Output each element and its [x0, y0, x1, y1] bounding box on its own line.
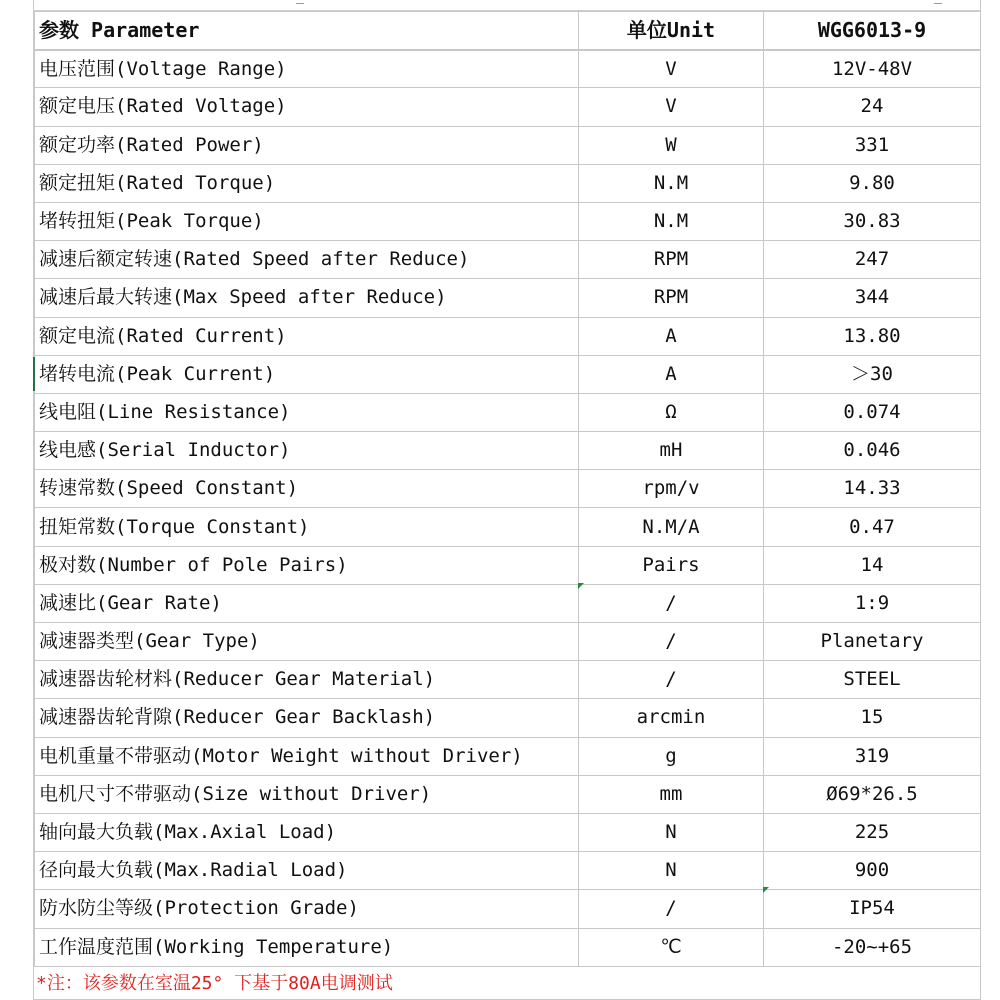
param-cell[interactable]: 线电阻(Line Resistance): [35, 393, 579, 431]
unit-cell[interactable]: A: [579, 317, 764, 355]
unit-cell[interactable]: mH: [579, 432, 764, 470]
value-cell[interactable]: 319: [764, 737, 981, 775]
unit-cell[interactable]: V: [579, 88, 764, 126]
previous-row-edge: [34, 0, 980, 11]
active-cell-indicator: [33, 357, 35, 391]
table-row: [35, 737, 981, 775]
param-cell[interactable]: 额定电流(Rated Current): [35, 317, 579, 355]
unit-cell[interactable]: ℃: [579, 928, 764, 966]
unit-cell[interactable]: N: [579, 852, 764, 890]
table-row: [35, 432, 981, 470]
header-model-cell[interactable]: WGG6013-9: [764, 12, 981, 50]
value-cell[interactable]: 9.80: [764, 164, 981, 202]
table-row: [35, 126, 981, 164]
comment-marker-icon: [763, 887, 769, 893]
spec-table: [34, 11, 981, 967]
table-row: [35, 584, 981, 622]
unit-cell[interactable]: RPM: [579, 241, 764, 279]
value-cell[interactable]: ＞30: [764, 355, 981, 393]
header-param-cell[interactable]: 参数 Parameter: [35, 12, 579, 50]
table-row: [35, 202, 981, 240]
table-row: [35, 317, 981, 355]
spec-table-body: [35, 12, 981, 967]
unit-cell[interactable]: N.M: [579, 164, 764, 202]
table-row: [35, 623, 981, 661]
param-cell[interactable]: 极对数(Number of Pole Pairs): [35, 546, 579, 584]
unit-cell[interactable]: g: [579, 737, 764, 775]
unit-cell[interactable]: /: [579, 890, 764, 928]
table-row: [35, 546, 981, 584]
value-cell[interactable]: 344: [764, 279, 981, 317]
table-row: [35, 50, 981, 88]
table-row: [35, 355, 981, 393]
param-cell[interactable]: 减速比(Gear Rate): [35, 584, 579, 622]
table-row: [35, 775, 981, 813]
param-cell[interactable]: 防水防尘等级(Protection Grade): [35, 890, 579, 928]
param-cell[interactable]: 扭矩常数(Torque Constant): [35, 508, 579, 546]
header-row: [35, 12, 981, 50]
unit-cell[interactable]: N: [579, 813, 764, 851]
param-cell[interactable]: 减速器齿轮材料(Reducer Gear Material): [35, 661, 579, 699]
param-cell[interactable]: 减速后额定转速(Rated Speed after Reduce): [35, 241, 579, 279]
unit-cell[interactable]: N.M: [579, 202, 764, 240]
param-cell[interactable]: 线电感(Serial Inductor): [35, 432, 579, 470]
unit-cell[interactable]: /: [579, 584, 764, 622]
unit-cell[interactable]: W: [579, 126, 764, 164]
table-row: [35, 164, 981, 202]
table-row: [35, 699, 981, 737]
param-cell[interactable]: 电压范围(Voltage Range): [35, 50, 579, 88]
value-cell[interactable]: 0.074: [764, 393, 981, 431]
value-cell[interactable]: 331: [764, 126, 981, 164]
param-cell[interactable]: 电机重量不带驱动(Motor Weight without Driver): [35, 737, 579, 775]
value-cell[interactable]: 247: [764, 241, 981, 279]
header-unit-cell[interactable]: 单位Unit: [579, 12, 764, 50]
value-cell[interactable]: -20~+65: [764, 928, 981, 966]
param-cell[interactable]: 额定扭矩(Rated Torque): [35, 164, 579, 202]
param-cell[interactable]: 减速器齿轮背隙(Reducer Gear Backlash): [35, 699, 579, 737]
table-row: [35, 470, 981, 508]
unit-cell[interactable]: Pairs: [579, 546, 764, 584]
value-cell[interactable]: 12V-48V: [764, 50, 981, 88]
footnote[interactable]: *注：该参数在室温25° 下基于80A电调测试: [34, 967, 980, 1000]
value-cell[interactable]: Ø69*26.5: [764, 775, 981, 813]
table-row: [35, 890, 981, 928]
table-row: [35, 508, 981, 546]
param-cell[interactable]: 工作温度范围(Working Temperature): [35, 928, 579, 966]
param-cell[interactable]: 堵转电流(Peak Current): [35, 355, 579, 393]
param-cell[interactable]: 轴向最大负载(Max.Axial Load): [35, 813, 579, 851]
table-row: [35, 393, 981, 431]
value-cell[interactable]: 15: [764, 699, 981, 737]
param-cell[interactable]: 减速后最大转速(Max Speed after Reduce): [35, 279, 579, 317]
unit-cell[interactable]: arcmin: [579, 699, 764, 737]
unit-cell[interactable]: RPM: [579, 279, 764, 317]
param-cell[interactable]: 减速器类型(Gear Type): [35, 623, 579, 661]
cell-edge-mark: [296, 0, 304, 4]
table-row: [35, 813, 981, 851]
param-cell[interactable]: 电机尺寸不带驱动(Size without Driver): [35, 775, 579, 813]
unit-cell[interactable]: /: [579, 623, 764, 661]
unit-cell[interactable]: V: [579, 50, 764, 88]
value-cell[interactable]: IP54: [764, 890, 981, 928]
value-cell[interactable]: 225: [764, 813, 981, 851]
table-row: [35, 279, 981, 317]
param-cell[interactable]: 额定电压(Rated Voltage): [35, 88, 579, 126]
value-cell[interactable]: STEEL: [764, 661, 981, 699]
param-cell[interactable]: 径向最大负载(Max.Radial Load): [35, 852, 579, 890]
param-cell[interactable]: 堵转扭矩(Peak Torque): [35, 202, 579, 240]
value-cell[interactable]: 1:9: [764, 584, 981, 622]
unit-cell[interactable]: A: [579, 355, 764, 393]
value-cell[interactable]: 900: [764, 852, 981, 890]
table-row: [35, 241, 981, 279]
unit-cell[interactable]: N.M/A: [579, 508, 764, 546]
value-cell[interactable]: 30.83: [764, 202, 981, 240]
unit-cell[interactable]: rpm/v: [579, 470, 764, 508]
value-cell[interactable]: 14: [764, 546, 981, 584]
value-cell[interactable]: 13.80: [764, 317, 981, 355]
table-row: [35, 928, 981, 966]
table-row: [35, 852, 981, 890]
unit-cell[interactable]: mm: [579, 775, 764, 813]
param-cell[interactable]: 额定功率(Rated Power): [35, 126, 579, 164]
value-cell[interactable]: 24: [764, 88, 981, 126]
value-cell[interactable]: 14.33: [764, 470, 981, 508]
value-cell[interactable]: Planetary: [764, 623, 981, 661]
comment-marker-icon: [578, 583, 584, 589]
unit-cell[interactable]: /: [579, 661, 764, 699]
unit-cell[interactable]: Ω: [579, 393, 764, 431]
param-cell[interactable]: 转速常数(Speed Constant): [35, 470, 579, 508]
table-row: [35, 88, 981, 126]
row-header-strip: [0, 0, 34, 1000]
value-cell[interactable]: 0.046: [764, 432, 981, 470]
cell-edge-mark: [934, 0, 942, 4]
next-column-strip: [980, 0, 1000, 1000]
value-cell[interactable]: 0.47: [764, 508, 981, 546]
table-row: [35, 661, 981, 699]
